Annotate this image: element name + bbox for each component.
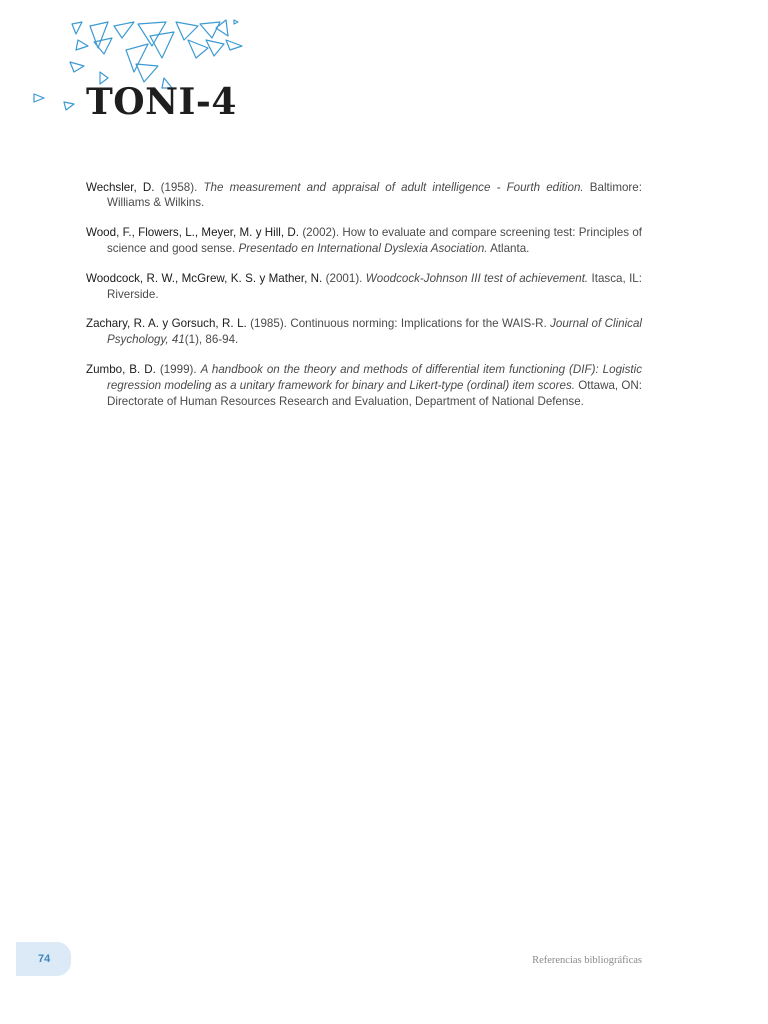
reference-year: (2001). xyxy=(322,271,366,285)
reference-article-title: How to evaluate and compare screening test: Principles of science and good sense. xyxy=(107,226,642,255)
reference-title: Presentado en International Dyslexia Asociation. xyxy=(238,241,488,255)
reference-title: Woodcock-Johnson III test of achievement. xyxy=(365,271,589,285)
reference-item xyxy=(86,180,642,212)
reference-year: (1999). xyxy=(155,362,201,376)
reference-publisher: Baltimore: Williams & Wilkins. xyxy=(107,180,642,210)
reference-item xyxy=(86,362,642,409)
reference-year: (2002). xyxy=(299,226,343,240)
reference-article-title: Continuous norming: Implications for the WAIS-R. xyxy=(290,317,551,331)
reference-item xyxy=(86,225,642,257)
reference-author: Woodcock, R. W., McGrew, K. S. y Mather, N. xyxy=(86,271,323,285)
reference-title: A handbook on the theory and methods of differential item functioning (DIF): Logistic regression modeling as a unitary framework for binary and Likert-type (ordinal) item scores. xyxy=(107,362,642,392)
reference-publisher: Itasca, IL: Riverside. xyxy=(107,271,642,301)
reference-author: Wechsler, D. xyxy=(86,180,155,194)
reference-year: (1985). xyxy=(246,317,291,331)
reference-author: Zachary, R. A. y Gorsuch, R. L. xyxy=(86,317,247,331)
reference-item xyxy=(86,271,642,303)
reference-publisher: Atlanta. xyxy=(487,241,530,255)
page-number: 74 xyxy=(38,953,51,965)
reference-author: Wood, F., Flowers, L., Meyer, M. y Hill, D. xyxy=(86,226,300,240)
reference-year: (1958). xyxy=(154,180,204,194)
reference-title: Journal of Clinical Psychology, 41 xyxy=(107,317,643,347)
reference-publisher: (1), 86-94. xyxy=(184,333,239,347)
page-title: TONI-4 xyxy=(86,81,237,123)
reference-title: The measurement and appraisal of adult intelligence - Fourth edition. xyxy=(203,180,584,194)
footer-section-title: Referencias bibliográficas xyxy=(532,955,642,966)
reference-item xyxy=(86,316,642,348)
reference-publisher: Ottawa, ON: Directorate of Human Resources Research and Evaluation, Department of National Defense. xyxy=(107,378,642,408)
references-list xyxy=(86,168,642,423)
reference-author: Zumbo, B. D. xyxy=(86,362,156,376)
